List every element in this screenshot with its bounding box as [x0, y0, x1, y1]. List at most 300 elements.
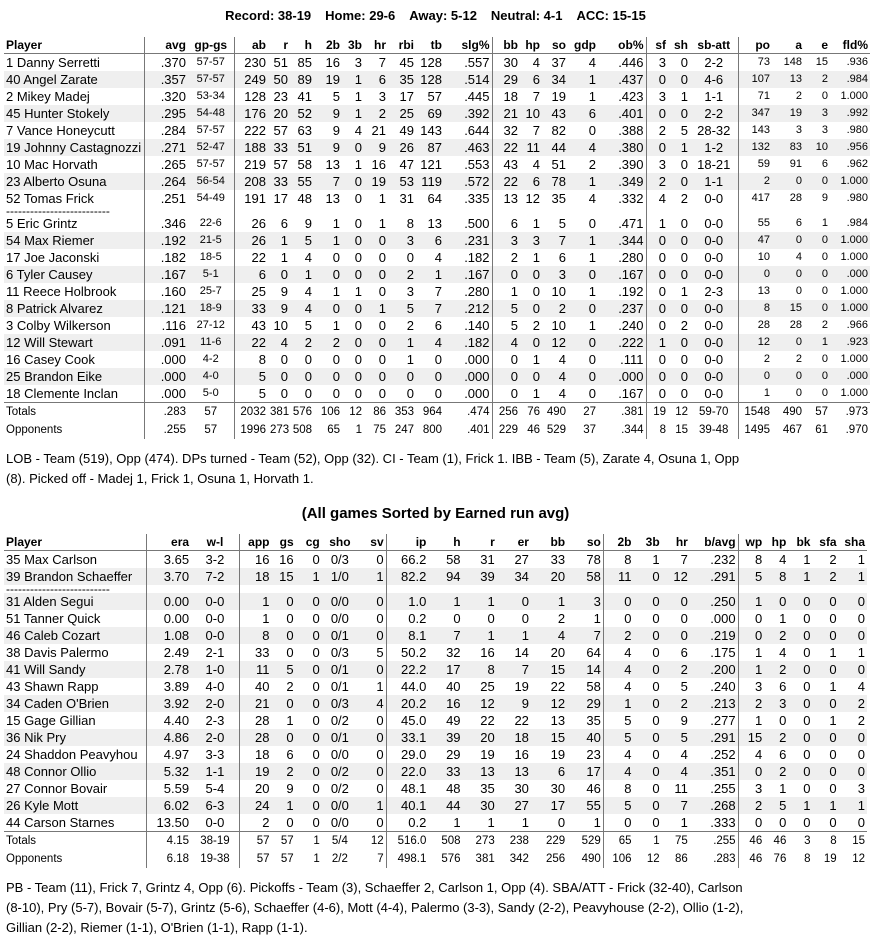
- stat-cell: 0: [521, 594, 529, 609]
- stat-cell: .445: [464, 89, 490, 104]
- stat-cell: 0: [857, 815, 865, 830]
- stat-cell: .250: [710, 594, 736, 609]
- stat-cell: 0: [378, 233, 386, 248]
- stat-cell: 7: [680, 798, 688, 813]
- stat-cell: 0: [304, 369, 312, 384]
- stat-cell: 12: [480, 696, 495, 711]
- stat-cell: 0: [829, 662, 837, 677]
- stat-cell: 0-0: [704, 352, 724, 367]
- stat-cell: 2: [779, 764, 787, 779]
- stat-cell: 0: [588, 301, 596, 316]
- stat-cell: .283: [144, 403, 188, 422]
- stat-cell: 16: [239, 551, 271, 569]
- stat-cell: 29: [492, 71, 520, 88]
- column-header-sha: sha: [844, 535, 865, 549]
- stat-cell: 2: [532, 318, 540, 333]
- stat-cell: 8: [406, 216, 414, 231]
- stat-cell: 15: [675, 424, 688, 436]
- stat-cell: 0: [286, 611, 294, 626]
- stat-cell: 9: [332, 123, 340, 138]
- stat-cell: 17: [446, 662, 461, 677]
- stat-cell: 0: [376, 764, 384, 779]
- stat-cell: .000: [464, 352, 490, 367]
- column-header-2b: 2b: [325, 38, 340, 52]
- stat-cell: 1: [588, 318, 596, 333]
- stat-cell: .167: [618, 386, 644, 401]
- stat-cell: 4: [557, 628, 566, 643]
- stat-cell: 0: [803, 730, 811, 745]
- stat-cell: 38-19: [200, 835, 230, 847]
- stat-cell: 18-9: [199, 302, 222, 314]
- column-header-tb: tb: [430, 38, 442, 52]
- stat-cell: 0: [588, 335, 596, 350]
- stat-cell: 21: [492, 105, 520, 122]
- stat-cell: 0: [588, 386, 596, 401]
- stat-cell: 57-57: [196, 158, 225, 170]
- stat-cell: 57-57: [196, 73, 225, 85]
- stat-cell: .992: [846, 107, 868, 119]
- stat-cell: 2: [738, 173, 772, 190]
- stat-cell: 18-5: [199, 251, 222, 263]
- stat-cell: 1: [239, 610, 271, 627]
- stat-cell: 8: [603, 780, 633, 797]
- stat-cell: 15: [738, 729, 764, 746]
- column-header-sfa: sfa: [819, 535, 837, 549]
- stat-cell: 14: [586, 662, 601, 677]
- player-name: 19 Johnny Castagnozzi: [6, 140, 142, 155]
- stat-cell: 0/2: [330, 781, 349, 796]
- stat-cell: 4: [603, 746, 633, 763]
- stat-cell: 65: [603, 832, 633, 851]
- column-header-r: r: [283, 38, 288, 52]
- stat-cell: 0: [434, 369, 442, 384]
- stat-cell: 0: [652, 798, 660, 813]
- stat-cell: 0: [406, 386, 414, 401]
- stat-cell: 46: [527, 424, 540, 436]
- stat-cell: .271: [144, 139, 188, 156]
- stat-cell: 19: [550, 747, 566, 762]
- stat-cell: 57: [239, 832, 271, 851]
- stat-cell: 0: [803, 628, 811, 643]
- stat-cell: 0: [492, 351, 520, 368]
- player-name: 1 Danny Serretti: [6, 55, 100, 70]
- stat-cell: .213: [710, 696, 736, 711]
- stat-cell: 0: [312, 730, 320, 745]
- stat-cell: 5: [492, 317, 520, 334]
- stat-cell: 1: [652, 552, 660, 567]
- column-header-so: so: [551, 38, 566, 52]
- stat-cell: 4: [376, 696, 384, 711]
- stat-cell: 3: [804, 835, 811, 847]
- stat-cell: 0: [821, 387, 828, 399]
- player-row: [4, 215, 870, 232]
- stat-cell: 1-1: [704, 174, 724, 189]
- stat-cell: 0: [829, 764, 837, 779]
- stat-cell: 3.65: [147, 551, 191, 569]
- stat-cell: 37: [583, 424, 596, 436]
- stat-cell: 39-48: [699, 424, 729, 436]
- stat-cell: 4: [304, 284, 312, 299]
- stat-cell: 15: [789, 302, 802, 314]
- stat-cell: 5.59: [147, 780, 191, 797]
- stat-cell: 0: [821, 302, 828, 314]
- stat-cell: 58: [297, 157, 312, 172]
- stat-cell: 1: [857, 798, 865, 813]
- player-row: [4, 334, 870, 351]
- stat-cell: .111: [620, 352, 644, 367]
- stat-cell: 0/3: [330, 552, 349, 567]
- stat-cell: 5: [680, 730, 688, 745]
- stat-cell: 238: [509, 835, 529, 847]
- stat-cell: 34: [514, 569, 529, 584]
- stat-cell: 3: [593, 594, 601, 609]
- stat-cell: 0: [829, 696, 837, 711]
- stat-cell: 0: [646, 232, 668, 249]
- stat-cell: 5: [376, 645, 384, 660]
- stat-cell: 0: [453, 611, 461, 626]
- stat-cell: .973: [845, 406, 868, 418]
- player-name: 15 Gage Gillian: [6, 713, 96, 728]
- column-header-ob: ob%: [618, 38, 644, 52]
- stat-cell: 2: [795, 353, 802, 365]
- stat-cell: 10: [551, 284, 566, 299]
- stat-cell: 4: [558, 386, 566, 401]
- stat-cell: 4: [779, 645, 787, 660]
- stat-cell: .121: [144, 300, 188, 317]
- stat-cell: 55: [738, 215, 772, 232]
- stat-cell: 13: [550, 713, 566, 728]
- stat-cell: 0-0: [704, 267, 724, 282]
- stat-cell: 1: [354, 284, 362, 299]
- stat-cell: 0-0: [205, 611, 225, 626]
- stat-cell: 46: [773, 835, 787, 847]
- stat-cell: 1: [738, 644, 764, 661]
- stat-cell: 2-0: [205, 730, 225, 745]
- stat-cell: 0: [829, 730, 837, 745]
- stat-cell: 6: [558, 250, 566, 265]
- stat-cell: 0: [532, 284, 540, 299]
- stat-cell: .252: [710, 747, 736, 762]
- stat-cell: 1: [453, 815, 461, 830]
- stat-cell: 2: [738, 351, 772, 368]
- stat-cell: 6: [378, 72, 386, 87]
- column-header-gp-gs: gp-gs: [194, 38, 228, 52]
- stat-cell: 13: [789, 73, 802, 85]
- stat-cell: 0: [378, 250, 386, 265]
- stat-cell: 0: [378, 352, 386, 367]
- stat-cell: 0: [354, 301, 362, 316]
- stat-cell: 1-0: [205, 662, 225, 677]
- stat-cell: 0: [354, 233, 362, 248]
- stat-cell: 1: [312, 569, 320, 584]
- stat-cell: .401: [467, 424, 490, 436]
- stat-cell: 128: [420, 55, 442, 70]
- stat-cell: 1: [487, 628, 495, 643]
- stat-cell: 12: [551, 335, 566, 350]
- stat-cell: 19: [789, 107, 802, 119]
- stat-cell: 0: [332, 386, 340, 401]
- stat-cell: 6: [532, 72, 540, 87]
- player-name: 38 Davis Palermo: [6, 645, 109, 660]
- stat-cell: 21: [371, 123, 386, 138]
- stat-cell: 0: [652, 594, 660, 609]
- stat-cell: .381: [621, 406, 644, 418]
- stat-cell: 1.000: [840, 90, 868, 102]
- column-header-er: er: [517, 535, 529, 549]
- stat-cell: .200: [710, 662, 736, 677]
- stat-cell: 2: [779, 662, 787, 677]
- stat-cell: 50: [273, 72, 288, 87]
- stat-cell: 1: [738, 712, 764, 729]
- player-row: [4, 139, 870, 156]
- stat-cell: .160: [144, 283, 188, 300]
- player-name: 27 Connor Bovair: [6, 781, 108, 796]
- stat-cell: 22-6: [199, 217, 222, 229]
- column-header-hp: hp: [771, 535, 787, 549]
- stat-cell: 15: [550, 662, 566, 677]
- stat-cell: .219: [710, 628, 736, 643]
- stat-cell: 0: [857, 594, 865, 609]
- stat-cell: 0-0: [704, 301, 724, 316]
- stat-cell: 0: [829, 594, 837, 609]
- stat-cell: .000: [846, 370, 868, 382]
- player-name: 3 Colby Wilkerson: [6, 318, 111, 333]
- stat-cell: 57: [273, 123, 288, 138]
- stat-cell: 5.32: [147, 763, 191, 780]
- stat-cell: 37: [551, 55, 566, 70]
- stat-cell: 0: [312, 645, 320, 660]
- stat-cell: 353: [394, 406, 414, 418]
- stat-cell: 28-32: [697, 123, 731, 138]
- row-label: Totals: [6, 406, 37, 418]
- player-row: [4, 266, 870, 283]
- stat-cell: 28: [239, 729, 271, 746]
- stat-cell: 78: [586, 552, 601, 567]
- stat-cell: 0: [280, 352, 288, 367]
- stat-cell: 0: [286, 628, 294, 643]
- stat-cell: 0: [376, 628, 384, 643]
- stat-cell: 58: [446, 552, 461, 567]
- stat-cell: 17: [586, 764, 601, 779]
- record-conference: ACC: 15-15: [576, 8, 646, 23]
- stat-cell: 107: [738, 71, 772, 88]
- stat-cell: 6: [286, 747, 294, 762]
- stat-cell: 5: [304, 233, 312, 248]
- stat-cell: 4: [857, 679, 865, 694]
- stat-cell: .390: [618, 157, 644, 172]
- stat-cell: 48: [297, 191, 312, 206]
- stat-cell: 2: [378, 106, 386, 121]
- player-row: [4, 593, 867, 610]
- stat-cell: .175: [710, 645, 736, 660]
- stat-cell: .000: [144, 368, 188, 385]
- player-row: [4, 300, 870, 317]
- stat-cell: 1.000: [840, 302, 868, 314]
- stat-cell: .984: [846, 73, 868, 85]
- stat-cell: 57-57: [196, 124, 225, 136]
- stat-cell: 33: [550, 552, 566, 567]
- stat-cell: .283: [713, 853, 736, 865]
- column-header-bb: bb: [550, 535, 566, 549]
- stat-cell: 128: [234, 88, 268, 105]
- stat-cell: 17: [399, 89, 414, 104]
- stat-cell: 0: [354, 191, 362, 206]
- stat-cell: 27: [583, 406, 596, 418]
- opponents-row: [4, 421, 870, 439]
- stat-cell: 0: [286, 645, 294, 660]
- stat-cell: 35: [586, 713, 601, 728]
- stat-cell: 49: [446, 713, 461, 728]
- stat-cell: 0.00: [147, 610, 191, 627]
- stat-cell: 4: [588, 55, 596, 70]
- stat-cell: 53: [399, 174, 414, 189]
- player-name: 5 Eric Grintz: [6, 216, 78, 231]
- stat-cell: .553: [464, 157, 490, 172]
- stat-cell: 40: [586, 730, 601, 745]
- stat-cell: .212: [464, 301, 490, 316]
- stat-cell: 16: [279, 552, 294, 567]
- player-name: 43 Shawn Rapp: [6, 679, 99, 694]
- stat-cell: 0/1: [330, 662, 349, 677]
- stat-cell: 12: [525, 191, 540, 206]
- stat-cell: 4: [558, 352, 566, 367]
- stat-cell: .514: [464, 72, 490, 87]
- player-name: 45 Hunter Stokely: [6, 106, 110, 121]
- stat-cell: 342: [509, 853, 529, 865]
- stat-cell: 508: [292, 424, 312, 436]
- stat-cell: 0: [434, 352, 442, 367]
- stat-cell: 75: [373, 424, 386, 436]
- stat-cell: .255: [710, 781, 736, 796]
- stat-cell: 0: [652, 611, 660, 626]
- stat-cell: 0: [557, 815, 566, 830]
- player-row: [4, 249, 870, 266]
- stat-cell: 4-2: [202, 353, 219, 365]
- stat-cell: 5-4: [205, 781, 225, 796]
- stat-cell: 1: [829, 645, 837, 660]
- player-row: [4, 729, 867, 746]
- stat-cell: 28: [789, 192, 802, 204]
- stat-cell: .423: [618, 89, 644, 104]
- stat-cell: 5: [234, 385, 268, 403]
- player-name: 6 Tyler Causey: [6, 267, 93, 282]
- stat-cell: 19: [514, 679, 529, 694]
- stat-cell: 1: [332, 318, 340, 333]
- stat-cell: 45.0: [386, 712, 428, 729]
- column-header-sho: sho: [329, 535, 351, 549]
- stat-cell: 1: [821, 217, 828, 229]
- stat-cell: 1: [378, 301, 386, 316]
- stat-cell: 0: [821, 285, 828, 297]
- player-row: [4, 368, 870, 385]
- stat-cell: 39: [480, 569, 495, 584]
- stat-cell: 1996: [234, 421, 268, 439]
- stat-cell: 33.1: [386, 729, 428, 746]
- stat-cell: .140: [464, 318, 490, 333]
- column-header-player: Player: [6, 535, 43, 549]
- column-header-sh: sh: [673, 38, 688, 52]
- stat-cell: 30: [514, 781, 529, 796]
- stat-cell: 13: [492, 190, 520, 207]
- totals-row: [4, 403, 870, 422]
- stat-cell: 2: [738, 695, 764, 712]
- record-away: Away: 5-12: [409, 8, 477, 23]
- stat-cell: 2: [406, 267, 414, 282]
- stat-cell: 0: [354, 216, 362, 231]
- stat-cell: 0: [795, 370, 802, 382]
- stat-cell: 1: [280, 250, 288, 265]
- stat-cell: .265: [144, 156, 188, 173]
- stat-cell: 0: [312, 696, 320, 711]
- stat-cell: 0: [332, 301, 340, 316]
- column-header-sb-att: sb-att: [697, 38, 731, 52]
- stat-cell: 0: [286, 815, 294, 830]
- stat-cell: 0: [680, 335, 688, 350]
- stat-cell: .349: [618, 174, 644, 189]
- stat-cell: 2: [821, 319, 828, 331]
- stat-cell: 1: [286, 798, 294, 813]
- stat-cell: 5: [603, 712, 633, 729]
- stat-cell: 18: [239, 746, 271, 763]
- stat-cell: 0: [376, 730, 384, 745]
- stat-cell: 34: [551, 72, 566, 87]
- stat-cell: .437: [618, 72, 644, 87]
- stat-cell: 5: [304, 318, 312, 333]
- stat-cell: 45: [399, 55, 414, 70]
- stat-cell: 0: [588, 267, 596, 282]
- stat-cell: 2: [588, 157, 596, 172]
- stat-cell: 39: [446, 730, 461, 745]
- stat-cell: 47: [399, 157, 414, 172]
- stat-cell: 1: [738, 661, 764, 678]
- stat-cell: 4: [434, 335, 442, 350]
- player-row: [4, 551, 867, 569]
- stat-cell: 7: [532, 89, 540, 104]
- stat-cell: 0: [795, 268, 802, 280]
- stat-cell: 0: [376, 611, 384, 626]
- player-row: [4, 644, 867, 661]
- stat-cell: 51: [297, 140, 312, 155]
- stat-cell: 0: [829, 611, 837, 626]
- stat-cell: 1: [406, 335, 414, 350]
- column-header-gs: gs: [279, 535, 294, 549]
- stat-cell: 11-6: [200, 336, 222, 348]
- stat-cell: 57-57: [196, 56, 225, 68]
- stat-cell: 0: [532, 301, 540, 316]
- stat-cell: 5: [603, 729, 633, 746]
- stat-cell: 2: [795, 90, 802, 102]
- record-home: Home: 29-6: [325, 8, 396, 23]
- player-name: 12 Will Stewart: [6, 335, 93, 350]
- stat-cell: 0: [829, 628, 837, 643]
- stat-cell: .401: [618, 106, 644, 121]
- stat-cell: 1: [588, 72, 596, 87]
- player-row: [4, 712, 867, 729]
- stat-cell: 3: [646, 54, 668, 72]
- stat-cell: 964: [422, 406, 442, 418]
- stat-cell: 1: [313, 835, 320, 847]
- stat-cell: 3: [779, 696, 787, 711]
- stat-cell: 2: [603, 627, 633, 644]
- stat-cell: .251: [144, 190, 188, 207]
- stat-cell: 1: [680, 815, 688, 830]
- stat-cell: 0: [857, 662, 865, 677]
- stat-cell: 16: [371, 157, 386, 172]
- stat-cell: .936: [846, 56, 868, 68]
- stat-cell: 0: [738, 814, 764, 832]
- player-name: 24 Shaddon Peavyhou: [6, 747, 138, 762]
- stat-cell: 25-7: [199, 285, 222, 297]
